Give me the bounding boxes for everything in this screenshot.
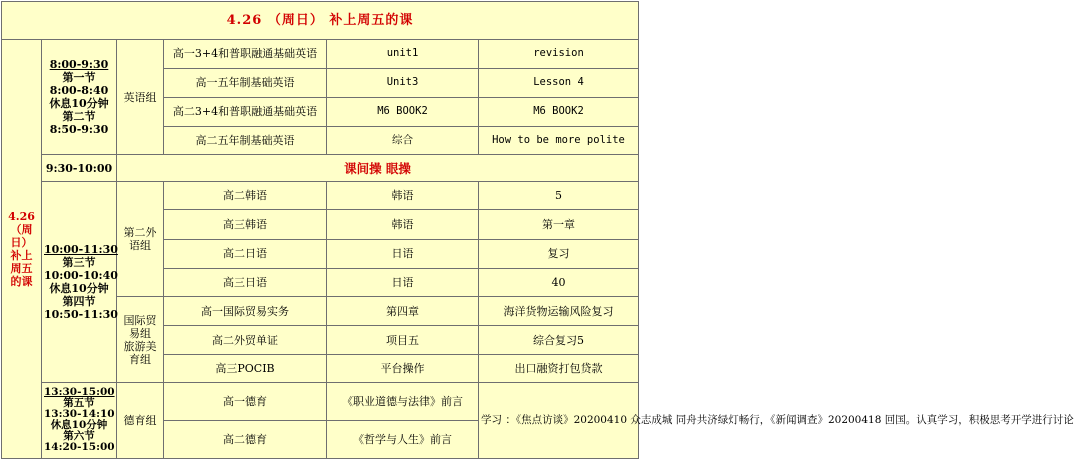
date-line: 4.26 — [8, 210, 35, 224]
group-name-line: 语组 — [129, 239, 151, 253]
lesson-topic: 第一章 — [479, 209, 639, 239]
date-line: 周五 — [10, 262, 33, 276]
period-time: 10:00-10:40 — [44, 268, 118, 282]
study-remark: 学习 ：《焦点访谈》20200410 众志成城 同舟共济绿灯畅行，《新闻调查》20200418 回国。认真学习，积极思考开学进行讨论 — [479, 382, 639, 458]
lesson-content: M6 BOOK2 — [327, 97, 479, 126]
period-label: 第四节 — [62, 294, 96, 308]
lesson-topic: 复习 — [479, 239, 639, 268]
lesson-topic: M6 BOOK2 — [479, 97, 639, 126]
break-label: 课间操 眼操 — [117, 155, 639, 182]
lesson-content: 《职业道德与法律》前言 — [327, 382, 479, 420]
class-name: 高一德育 — [164, 382, 327, 420]
time-range: 13:30-15:00 — [44, 386, 115, 399]
period-time: 8:50-9:30 — [49, 123, 109, 137]
period-label: 第三节 — [62, 255, 96, 269]
period-time-block-2 — [42, 182, 117, 383]
lesson-topic: Lesson 4 — [479, 68, 639, 97]
class-name: 高二德育 — [164, 420, 327, 458]
period-label: 第六节 — [63, 430, 95, 443]
class-name: 高三POCIB — [164, 354, 327, 382]
lesson-topic: 海洋货物运输风险复习 — [479, 297, 639, 326]
date-line: 补上 — [10, 249, 33, 263]
period-label: 第二节 — [62, 110, 96, 124]
group-trade-tourism — [117, 297, 164, 382]
lesson-topic: 5 — [479, 182, 639, 210]
lesson-topic: How to be more polite — [479, 126, 639, 155]
class-name: 高三韩语 — [164, 209, 327, 239]
group-name-line: 第二外 — [123, 226, 157, 240]
rest-label: 休息10分钟 — [50, 419, 108, 432]
group-name-line: 易组 — [129, 326, 151, 340]
class-name: 高三日语 — [164, 268, 327, 297]
lesson-content: 日语 — [327, 239, 479, 268]
rest-label: 休息10分钟 — [49, 281, 109, 295]
period-time-block-3 — [42, 382, 117, 458]
period-time: 10:50-11:30 — [44, 307, 118, 321]
period-time-block-1 — [42, 40, 117, 155]
period-label: 第一节 — [62, 71, 96, 85]
class-name: 高二五年制基础英语 — [164, 126, 327, 155]
lesson-topic: revision — [479, 40, 639, 69]
lesson-content: 第四章 — [327, 297, 479, 326]
date-line: 的课 — [10, 275, 33, 289]
period-time: 14:20-15:00 — [44, 441, 115, 454]
lesson-topic: 出口融资打包贷款 — [479, 354, 639, 382]
group-moral-education: 德育组 — [117, 382, 164, 458]
class-name: 高一五年制基础英语 — [164, 68, 327, 97]
date-cell — [2, 40, 42, 459]
lesson-topic: 40 — [479, 268, 639, 297]
lesson-content: 综合 — [327, 126, 479, 155]
period-label: 第五节 — [63, 397, 95, 410]
lesson-content: 平台操作 — [327, 354, 479, 382]
date-line: 日） — [10, 236, 33, 250]
group-second-language — [117, 182, 164, 297]
class-name: 高二3+4和普职融通基础英语 — [164, 97, 327, 126]
lesson-topic: 综合复习5 — [479, 326, 639, 355]
lesson-content: unit1 — [327, 40, 479, 69]
class-name: 高一3+4和普职融通基础英语 — [164, 40, 327, 69]
period-time: 8:00-8:40 — [49, 84, 109, 98]
class-name: 高一国际贸易实务 — [164, 297, 327, 326]
rest-label: 休息10分钟 — [49, 97, 109, 111]
lesson-content: 项目五 — [327, 326, 479, 355]
class-name: 高二外贸单证 — [164, 326, 327, 355]
lesson-content: 日语 — [327, 268, 479, 297]
lesson-content: 韩语 — [327, 209, 479, 239]
lesson-content: 《哲学与人生》前言 — [327, 420, 479, 458]
time-range: 8:00-9:30 — [49, 58, 109, 72]
break-time: 9:30-10:00 — [42, 155, 117, 182]
lesson-content: 韩语 — [327, 182, 479, 210]
group-name-line: 旅游美 — [123, 339, 157, 353]
page-title: 4.26 （周日） 补上周五的课 — [2, 2, 639, 40]
group-name-line: 育组 — [129, 352, 151, 366]
lesson-content: Unit3 — [327, 68, 479, 97]
class-name: 高二日语 — [164, 239, 327, 268]
group-name-line: 国际贸 — [123, 313, 157, 327]
schedule-table — [1, 1, 1074, 459]
class-name: 高二韩语 — [164, 182, 327, 210]
period-time: 13:30-14:10 — [44, 408, 115, 421]
time-range: 10:00-11:30 — [44, 242, 118, 256]
date-line: （周 — [10, 223, 33, 237]
group-english: 英语组 — [117, 40, 164, 155]
